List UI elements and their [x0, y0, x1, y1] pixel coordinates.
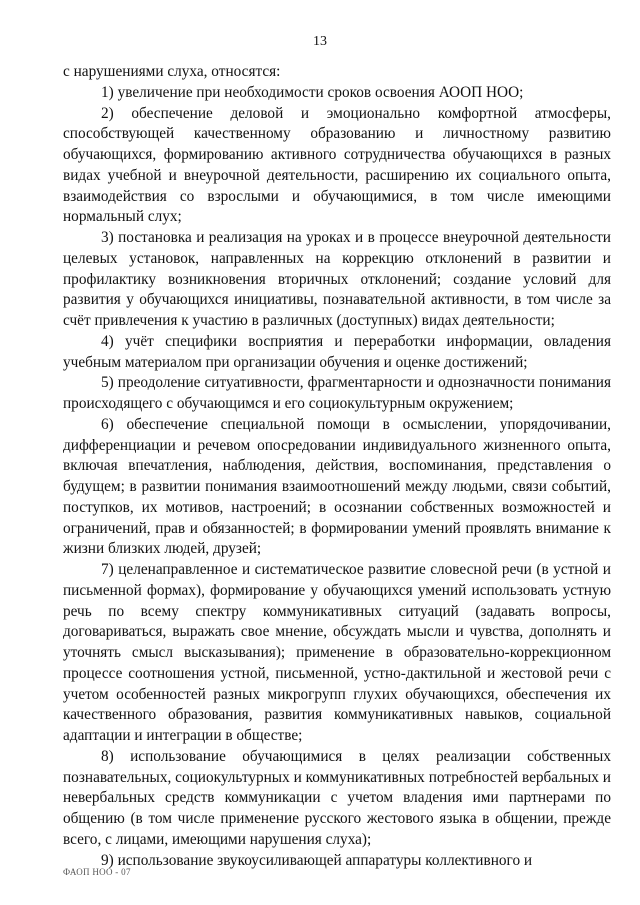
list-item-2: 2) обеспечение деловой и эмоционально комфортной атмосферы, способствующей качественному образованию и личностному развитию обучающихся, формированию активного сотрудничества обучающихся в разных видах учебной и внеурочной деятельности, расширению их социального опыта, взаимодействия со взрослыми и обучающимися, в том числе имеющими нормальный слух;: [63, 104, 611, 226]
footer-document-code: ФАОП НОО - 07: [63, 867, 131, 877]
page-number: 13: [313, 34, 327, 49]
list-item-1: 1) увеличение при необходимости сроков освоения АООП НОО;: [101, 83, 524, 101]
list-item-7: 7) целенаправленное и систематическое развитие словесной речи (в устной и письменной формах), формирование у обучающихся умений использовать устную речь по всему спектру коммуникативных ситуаций (задавать вопросы, договариваться, выражать свое мнение, обсуждать мысли и чувства, дополнять и уточнять смысл высказывания); применение в образовательно-коррекционном процессе соотношения устной, письменной, устно-дактильной и жестовой речи с учетом особенностей разных микрогрупп глухих обучающихся, обеспечения их качественного образования, развития коммуникативных навыков, социальной адаптации и интеграции в обществе;: [63, 561, 611, 744]
document-body: [63, 62, 611, 871]
list-item-5: 5) преодоление ситуативности, фрагментарности и однозначности понимания происходящего с обучающимся и его социокультурным окружением;: [63, 374, 611, 412]
list-item-8: 8) использование обучающимися в целях реализации собственных познавательных, социокультурных и коммуникативных потребностей вербальных и невербальных средств коммуникации с учетом владения ими партнерами по общению (в том числе применение русского жестового языка в общении, прежде всего, с лицами, имеющими нарушения слуха);: [63, 747, 611, 848]
list-item-6: 6) обеспечение специальной помощи в осмыслении, упорядочивании, дифференциации и речевом опосредовании индивидуального жизненного опыта, включая впечатления, наблюдения, действия, воспоминания, представления о будущем; в развитии понимания взаимоотношений между людьми, связи событий, поступков, их мотивов, настроений; в осознании собственных возможностей и ограничений, прав и обязанностей; в формировании умений проявлять внимание к жизни близких людей, друзей;: [63, 415, 611, 558]
list-item-3: 3) постановка и реализация на уроках и в процессе внеурочной деятельности целевых установок, направленных на коррекцию отклонений в развитии и профилактику возникновения вторичных отклонений; создание условий для развития у обучающихся инициативы, познавательной активности, в том числе за счёт привлечения к участию в различных (доступных) видах деятельности;: [63, 229, 611, 329]
list-item-9: 9) использование звукоусиливающей аппаратуры коллективного и: [101, 851, 533, 869]
paragraph-intro: с нарушениями слуха, относятся:: [63, 63, 281, 80]
list-item-4: 4) учёт специфики восприятия и переработки информации, овладения учебным материалом при организации обучения и оценке достижений;: [63, 332, 611, 371]
